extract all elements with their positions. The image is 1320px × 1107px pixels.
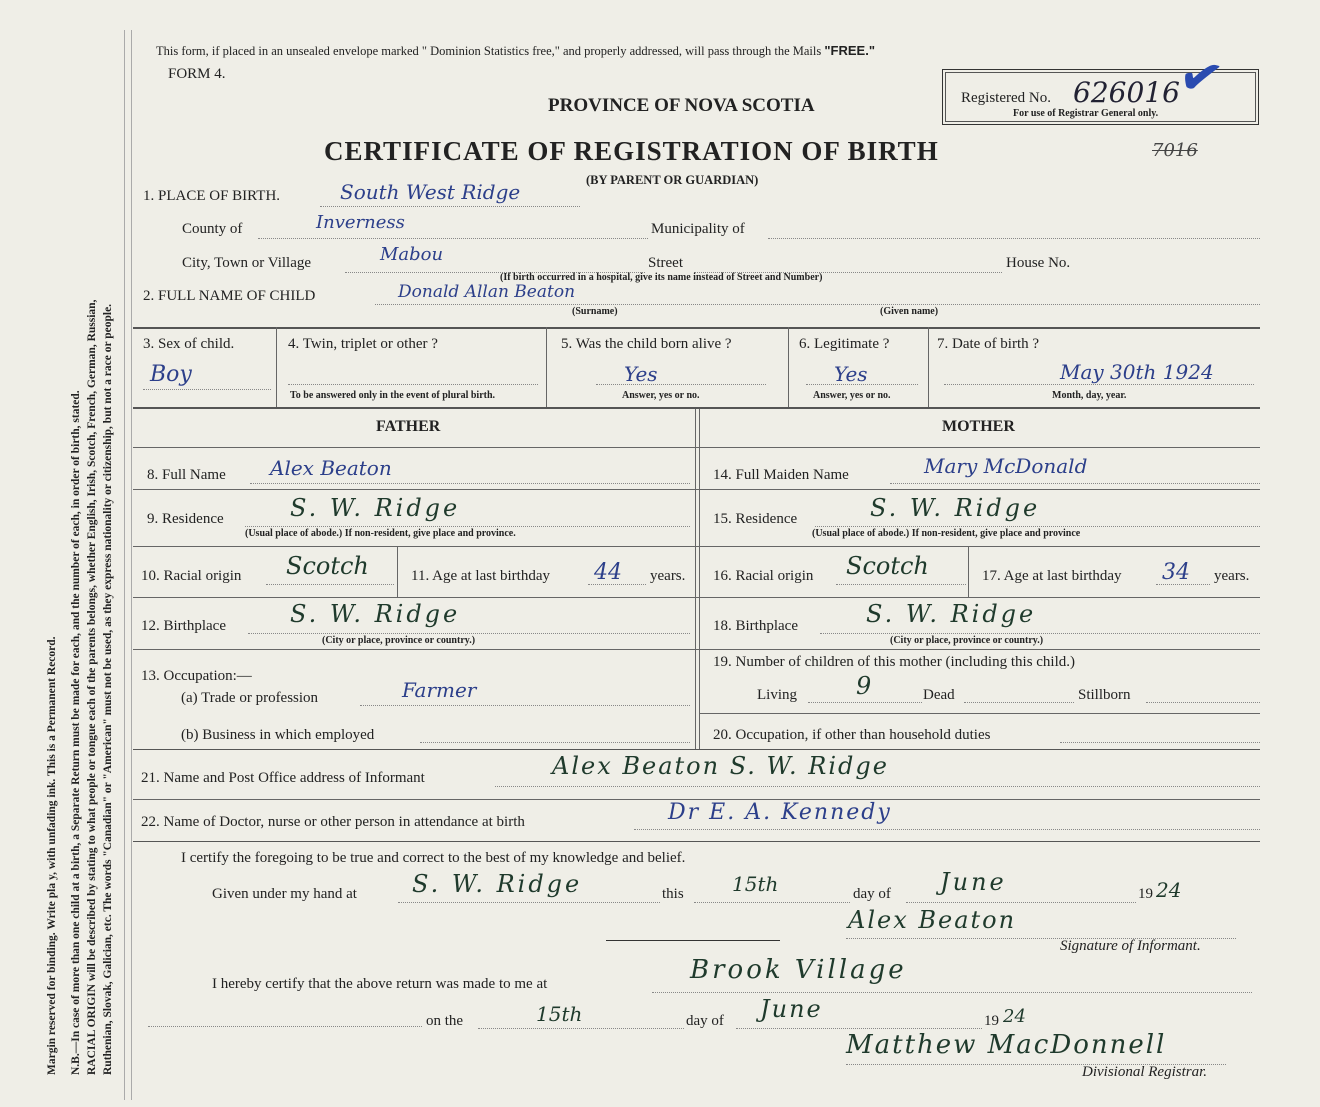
father-res-line bbox=[245, 526, 690, 527]
checkmark-icon: ✔ bbox=[1173, 46, 1228, 111]
signature-caption: Signature of Informant. bbox=[1060, 938, 1201, 954]
child-value: Donald Allan Beaton bbox=[398, 282, 576, 302]
registered-label: Registered No. bbox=[961, 90, 1051, 106]
mother-name-label: 14. Full Maiden Name bbox=[713, 467, 849, 483]
place-label: 1. PLACE OF BIRTH. bbox=[143, 188, 281, 204]
row-divider bbox=[968, 547, 969, 597]
certificate-subtitle: (BY PARENT OR GUARDIAN) bbox=[586, 173, 759, 187]
row-rule bbox=[133, 749, 1260, 750]
date-label: 7. Date of birth ? bbox=[937, 336, 1040, 352]
certificate-title: CERTIFICATE OF REGISTRATION OF BIRTH bbox=[324, 136, 939, 166]
registrar-box bbox=[942, 46, 1259, 125]
mother-res-line bbox=[815, 526, 1260, 527]
father-trade-line bbox=[360, 705, 690, 706]
place-line bbox=[320, 206, 580, 207]
row3-divider bbox=[928, 327, 929, 407]
father-name-line bbox=[250, 483, 690, 484]
registrar-lead-line bbox=[148, 1026, 422, 1027]
house-label: House No. bbox=[1006, 255, 1071, 271]
registrar-place-line bbox=[652, 992, 1252, 993]
street-label: Street bbox=[648, 255, 683, 271]
mother-dead-label: Dead bbox=[923, 687, 955, 703]
date-value: May 30th 1924 bbox=[1060, 360, 1214, 384]
registered-number: 626016 bbox=[1073, 76, 1180, 109]
father-trade-label: (a) Trade or profession bbox=[181, 690, 319, 706]
mail-note-text: This form, if placed in an unsealed envelope marked " Dominion Statistics free," and properly addressed, will pass through the Mails bbox=[156, 44, 822, 58]
margin-note-binding: Margin reserved for binding. Write pla y, with unfading ink. This is a Permanent Record. bbox=[46, 636, 58, 1075]
short-rule bbox=[606, 940, 780, 941]
doctor-label: 22. Name of Doctor, nurse or other person in attendance at birth bbox=[141, 814, 525, 830]
child-label: 2. FULL NAME OF CHILD bbox=[143, 288, 316, 304]
father-age-label: 11. Age at last birthday bbox=[411, 568, 550, 584]
given-place: S. W. Ridge bbox=[412, 870, 583, 898]
on-day-line bbox=[478, 1028, 684, 1029]
mother-dead-line bbox=[964, 702, 1074, 703]
row3-top-border bbox=[133, 327, 1260, 329]
legit-line bbox=[806, 384, 918, 385]
informant-signature: Alex Beaton bbox=[848, 906, 1017, 934]
mother-race-line bbox=[836, 584, 966, 585]
mother-name-line bbox=[890, 483, 1260, 484]
mother-stillborn-label: Stillborn bbox=[1078, 687, 1131, 703]
registrar-month-line bbox=[736, 1028, 982, 1029]
county-label: County of bbox=[182, 221, 243, 237]
father-birth-line bbox=[248, 633, 690, 634]
center-divider bbox=[695, 409, 696, 749]
row3-bottom-border bbox=[133, 407, 1260, 409]
father-birth-value: S. W. Ridge bbox=[290, 600, 461, 628]
father-race-value: Scotch bbox=[286, 552, 369, 580]
legit-note: Answer, yes or no. bbox=[813, 390, 891, 401]
margin-note-racial-origin: RACIAL ORIGIN will be described by stating to what people or tongue each of the parents belongs, whether English, Irish, Scotch, French, German, Russian, bbox=[86, 299, 98, 1075]
on-day: 15th bbox=[536, 1002, 583, 1026]
mail-note bbox=[156, 43, 875, 59]
registrar-place: Brook Village bbox=[690, 955, 907, 985]
registrar-signature: Matthew MacDonnell bbox=[846, 1030, 1167, 1060]
doctor-value: Dr E. A. Kennedy bbox=[668, 800, 892, 825]
given-place-line bbox=[398, 902, 660, 903]
margin-rule bbox=[124, 30, 125, 1100]
date-note: Month, day, year. bbox=[1052, 390, 1127, 401]
mother-res-value: S. W. Ridge bbox=[870, 494, 1041, 522]
child-line bbox=[375, 304, 1260, 305]
margin-rule bbox=[131, 30, 132, 1100]
father-birth-label: 12. Birthplace bbox=[141, 618, 226, 634]
twin-note: To be answered only in the event of plural birth. bbox=[290, 390, 496, 401]
on-label: on the bbox=[426, 1013, 464, 1029]
father-heading: FATHER bbox=[376, 418, 441, 435]
mother-living-label: Living bbox=[757, 687, 797, 703]
registrar-dayof-label: day of bbox=[686, 1013, 724, 1029]
row-rule bbox=[133, 546, 1260, 547]
form-number: FORM 4. bbox=[168, 66, 226, 82]
registrar-caption: Divisional Registrar. bbox=[1082, 1064, 1208, 1080]
given-label: Given under my hand at bbox=[212, 886, 357, 902]
struck-number: 7016 bbox=[1152, 140, 1198, 161]
twin-line bbox=[288, 384, 538, 385]
surname-note: (Surname) bbox=[572, 306, 618, 317]
mother-age-line bbox=[1156, 584, 1210, 585]
mail-free-label: "FREE." bbox=[824, 43, 875, 58]
doctor-line bbox=[634, 829, 1260, 830]
row-divider bbox=[397, 547, 398, 597]
informant-line bbox=[495, 786, 1260, 787]
alive-value: Yes bbox=[624, 362, 658, 386]
sex-value: Boy bbox=[150, 362, 192, 387]
father-name-value: Alex Beaton bbox=[270, 456, 392, 480]
registrar-month: June bbox=[760, 995, 823, 1023]
municipality-label: Municipality of bbox=[651, 221, 745, 237]
mother-age-label: 17. Age at last birthday bbox=[982, 568, 1122, 584]
city-value: Mabou bbox=[380, 244, 444, 265]
mother-heading: MOTHER bbox=[942, 418, 1015, 435]
mother-living-value: 9 bbox=[856, 672, 872, 700]
margin-note-multiple-births: N.B.—In case of more than one child at a birth, a Separate Return must be made for each, and the number of each, in order of birth, stated. bbox=[70, 390, 82, 1075]
father-race-line bbox=[266, 584, 394, 585]
this-day-line bbox=[694, 902, 850, 903]
informant-value: Alex Beaton S. W. Ridge bbox=[552, 752, 889, 780]
certify-month: June bbox=[940, 868, 1007, 896]
city-label: City, Town or Village bbox=[182, 255, 312, 271]
father-business-label: (b) Business in which employed bbox=[181, 727, 375, 743]
legit-label: 6. Legitimate ? bbox=[799, 336, 890, 352]
mother-birth-note: (City or place, province or country.) bbox=[890, 635, 1044, 646]
heading-rule bbox=[133, 447, 1260, 448]
father-race-label: 10. Racial origin bbox=[141, 568, 242, 584]
date-line bbox=[944, 384, 1254, 385]
hospital-note: (If birth occurred in a hospital, give its name instead of Street and Number) bbox=[500, 272, 823, 283]
mother-birth-label: 18. Birthplace bbox=[713, 618, 798, 634]
father-res-note: (Usual place of abode.) If non-resident, give place and province. bbox=[245, 528, 516, 539]
row3-divider bbox=[788, 327, 789, 407]
alive-line bbox=[596, 384, 766, 385]
father-occ-label: 13. Occupation:— bbox=[141, 668, 252, 684]
father-age-unit: years. bbox=[650, 568, 686, 584]
father-business-line bbox=[420, 742, 690, 743]
alive-label: 5. Was the child born alive ? bbox=[561, 336, 732, 352]
mother-res-note: (Usual place of abode.) If non-resident, give place and province bbox=[812, 528, 1081, 539]
row3-divider bbox=[276, 327, 277, 407]
dayof-label: day of bbox=[853, 886, 891, 902]
twin-label: 4. Twin, triplet or other ? bbox=[288, 336, 438, 352]
certify-year: 24 bbox=[1156, 878, 1182, 902]
father-birth-note: (City or place, province or country.) bbox=[322, 635, 476, 646]
mother-stillborn-line bbox=[1146, 702, 1260, 703]
given-note: (Given name) bbox=[880, 306, 939, 317]
mother-age-value: 34 bbox=[1162, 560, 1190, 585]
father-age-value: 44 bbox=[594, 560, 622, 585]
mother-name-value: Mary McDonald bbox=[924, 454, 1088, 478]
mother-occ-line bbox=[1060, 742, 1260, 743]
registrar-line: I hereby certify that the above return was made to me at bbox=[212, 976, 548, 992]
this-label: this bbox=[662, 886, 684, 902]
mother-birth-line bbox=[820, 633, 1260, 634]
sex-label: 3. Sex of child. bbox=[143, 336, 235, 352]
county-value: Inverness bbox=[316, 212, 405, 233]
certify-month-line bbox=[906, 902, 1136, 903]
mother-race-value: Scotch bbox=[846, 552, 929, 580]
row-rule bbox=[133, 597, 1260, 598]
registrar-note: For use of Registrar General only. bbox=[1013, 108, 1159, 119]
row-rule bbox=[133, 841, 1260, 842]
mother-res-label: 15. Residence bbox=[713, 511, 798, 527]
row-rule bbox=[133, 649, 1260, 650]
row3-divider bbox=[546, 327, 547, 407]
father-trade-value: Farmer bbox=[402, 678, 477, 702]
center-divider bbox=[699, 409, 700, 749]
margin-note-nationality: Ruthenian, Slovak, Galician, etc. The words "Canadian" or "American" must not be used, as they express nationality or citizenship, but not a race or people. bbox=[102, 303, 114, 1075]
mother-living-line bbox=[808, 702, 922, 703]
mother-occ-label: 20. Occupation, if other than household duties bbox=[713, 727, 991, 743]
province-heading: PROVINCE OF NOVA SCOTIA bbox=[548, 95, 815, 116]
father-res-value: S. W. Ridge bbox=[290, 494, 461, 522]
mother-children-label: 19. Number of children of this mother (including this child.) bbox=[713, 654, 1076, 670]
certify-line: I certify the foregoing to be true and correct to the best of my knowledge and belief. bbox=[181, 850, 686, 866]
registrar-year: 24 bbox=[1003, 1006, 1026, 1027]
legit-value: Yes bbox=[834, 362, 868, 386]
this-day: 15th bbox=[732, 872, 779, 896]
mother-age-unit: years. bbox=[1214, 568, 1250, 584]
certify-year-prefix: 19 bbox=[1138, 886, 1153, 902]
mother-race-label: 16. Racial origin bbox=[713, 568, 814, 584]
county-line bbox=[258, 238, 648, 239]
father-age-line bbox=[588, 584, 646, 585]
municipality-line bbox=[768, 238, 1260, 239]
row-rule bbox=[133, 489, 1260, 490]
sex-line bbox=[143, 389, 271, 390]
father-res-label: 9. Residence bbox=[147, 511, 224, 527]
registrar-year-prefix: 19 bbox=[984, 1013, 999, 1029]
informant-label: 21. Name and Post Office address of Informant bbox=[141, 770, 425, 786]
row-rule bbox=[700, 713, 1260, 714]
alive-note: Answer, yes or no. bbox=[622, 390, 700, 401]
father-name-label: 8. Full Name bbox=[147, 467, 226, 483]
mother-birth-value: S. W. Ridge bbox=[866, 600, 1037, 628]
place-value: South West Ridge bbox=[340, 180, 521, 204]
